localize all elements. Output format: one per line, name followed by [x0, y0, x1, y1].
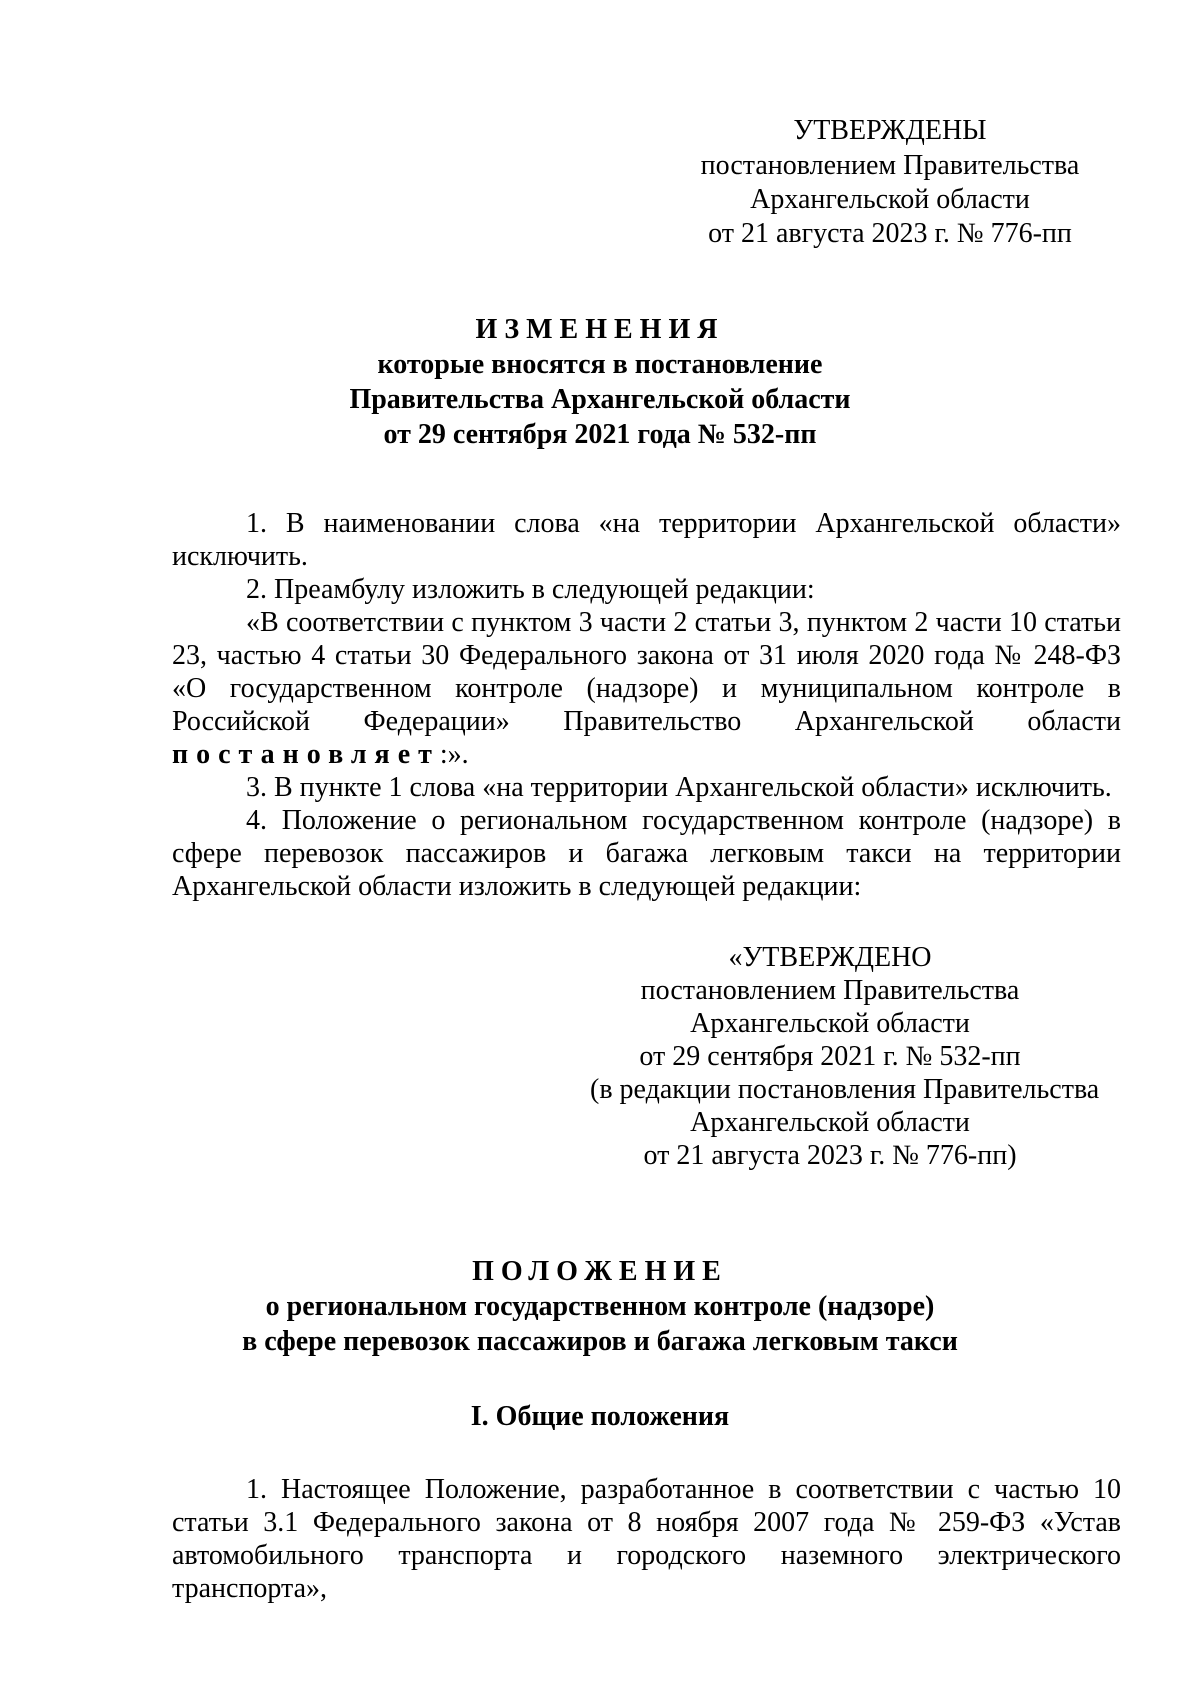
approval-inner-title: «УТВЕРЖДЕНО — [728, 942, 932, 973]
approval-top-title: УТВЕРЖДЕНЫ — [793, 115, 987, 146]
approval-stamp-inner — [590, 941, 1100, 1172]
changes-subtitle: которые вносятся в постановление — [377, 349, 823, 380]
section-heading — [100, 1400, 1100, 1433]
approval-inner-line: (в редакции постановления Правительства — [590, 1074, 1100, 1105]
section-body — [172, 1473, 1121, 1605]
approval-inner-date: от 21 августа 2023 г. № 776-пп) — [643, 1140, 1017, 1171]
paragraph-1: 1. В наименовании слова «на территории Архангельской области» исключить. — [172, 508, 1121, 572]
paragraph-4: 4. Положение о региональном государственном контроле (надзоре) в сфере перевозок пассажиров и багажа легковым такси на территории Архангельской области изложить в следующей редакции: — [172, 805, 1121, 902]
approval-inner-date: от 29 сентября 2021 г. № 532-пп — [639, 1041, 1021, 1072]
approval-top-line: Архангельской области — [750, 184, 1030, 215]
changes-heading — [100, 312, 1100, 452]
approval-inner-line: Архангельской области — [690, 1107, 970, 1138]
changes-body — [172, 507, 1121, 903]
changes-title: ИЗМЕНЕНИЯ — [475, 314, 725, 345]
polozhenie-title: ПОЛОЖЕНИЕ — [472, 1256, 728, 1287]
changes-subtitle: Правительства Архангельской области — [349, 384, 851, 415]
approval-top-line: постановлением Правительства — [700, 150, 1080, 181]
preamble-end: :». — [439, 739, 469, 770]
section-paragraph-1: 1. Настоящее Положение, разработанное в соответствии с частью 10 статьи 3.1 Федерального закона от 8 ноября 2007 года № 259-ФЗ «Устав автомобильного транспорта и городского наземного электрического транспорта», — [172, 1474, 1121, 1604]
approval-inner-line: Архангельской области — [690, 1008, 970, 1039]
preamble-decree-word: постановляет — [172, 739, 440, 770]
approval-top-date: от 21 августа 2023 г. № 776-пп — [708, 218, 1072, 249]
preamble-text: «В соответствии с пунктом 3 части 2 статьи 3, пунктом 2 части 10 статьи 23, частью 4 статьи 30 Федерального закона от 31 июля 2020 года № 248-ФЗ «О государственном контроле (надзоре) и муниципальном контроле в Российской Федерации» Правительство Архангельской области — [172, 607, 1121, 737]
section-title: I. Общие положения — [470, 1401, 730, 1432]
polozhenie-heading — [100, 1254, 1100, 1359]
paragraph-3: 3. В пункте 1 слова «на территории Архангельской области» исключить. — [246, 772, 1112, 803]
paragraph-2: 2. Преамбулу изложить в следующей редакции: — [246, 574, 815, 605]
changes-subtitle: от 29 сентября 2021 года № 532-пп — [383, 419, 817, 450]
approval-inner-line: постановлением Правительства — [640, 975, 1020, 1006]
approval-stamp-top — [680, 114, 1100, 251]
polozhenie-subtitle: о региональном государственном контроле (надзоре) — [265, 1291, 935, 1322]
polozhenie-subtitle: в сфере перевозок пассажиров и багажа легковым такси — [242, 1326, 958, 1357]
paragraph-preamble — [172, 606, 1121, 771]
